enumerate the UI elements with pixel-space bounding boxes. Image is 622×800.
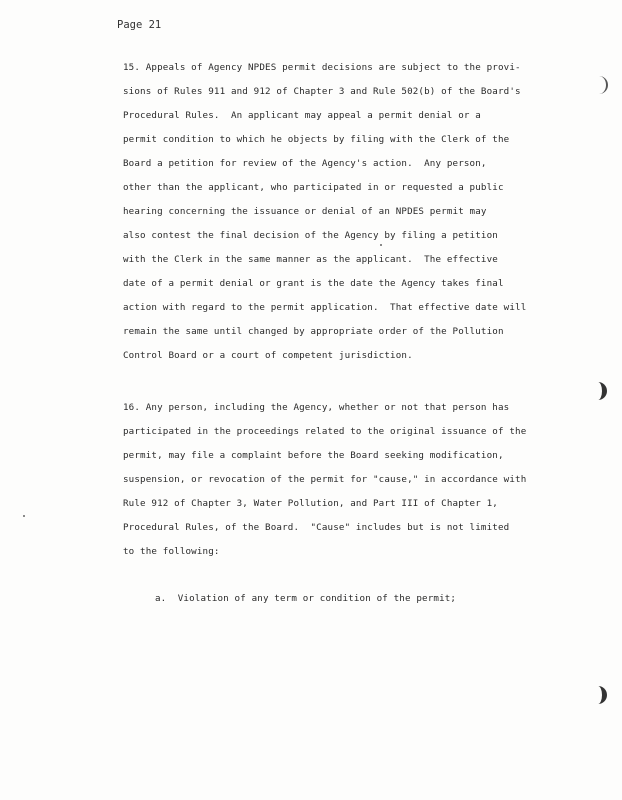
paragraph-line: 16. Any person, including the Agency, whether or not that person has [123,402,510,413]
punch-hole-shadow [598,76,608,94]
paragraph-line: Board a petition for review of the Agency's action. Any person, [123,158,487,169]
paragraph-line: also contest the final decision of the Agency by filing a petition [123,230,498,241]
paragraph-16 [123,396,526,564]
punch-hole-shadow [594,686,607,704]
paragraph-line: participated in the proceedings related to the original issuance of the [123,426,527,437]
list-item-a: a. Violation of any term or condition of the permit; [155,593,457,604]
paragraph-line: 15. Appeals of Agency NPDES permit decisions are subject to the provi- [123,62,521,73]
punch-hole-shadow [594,382,607,400]
paragraph-line: suspension, or revocation of the permit for "cause," in accordance with [123,474,527,485]
paragraph-line: Rule 912 of Chapter 3, Water Pollution, and Part III of Chapter 1, [123,498,498,509]
scan-speck [380,244,382,246]
paragraph-15 [123,56,526,368]
paragraph-line: other than the applicant, who participated in or requested a public [123,182,504,193]
paragraph-line: remain the same until changed by appropriate order of the Pollution [123,326,504,337]
paragraph-line: date of a permit denial or grant is the date the Agency takes final [123,278,504,289]
paragraph-line: Procedural Rules, of the Board. "Cause" includes but is not limited [123,522,510,533]
paragraph-line: sions of Rules 911 and 912 of Chapter 3 and Rule 502(b) of the Board's [123,86,521,97]
paragraph-line: to the following: [123,546,220,557]
paragraph-line: with the Clerk in the same manner as the applicant. The effective [123,254,498,265]
paragraph-line: action with regard to the permit application. That effective date will [123,302,527,313]
paragraph-line: hearing concerning the issuance or denial of an NPDES permit may [123,206,487,217]
paragraph-line: Procedural Rules. An applicant may appeal a permit denial or a [123,110,481,121]
scan-speck [23,515,25,517]
page-number: Page 21 [117,19,162,31]
paragraph-line: permit, may file a complaint before the Board seeking modification, [123,450,504,461]
paragraph-line: permit condition to which he objects by filing with the Clerk of the [123,134,510,145]
paragraph-line: Control Board or a court of competent jurisdiction. [123,350,413,361]
